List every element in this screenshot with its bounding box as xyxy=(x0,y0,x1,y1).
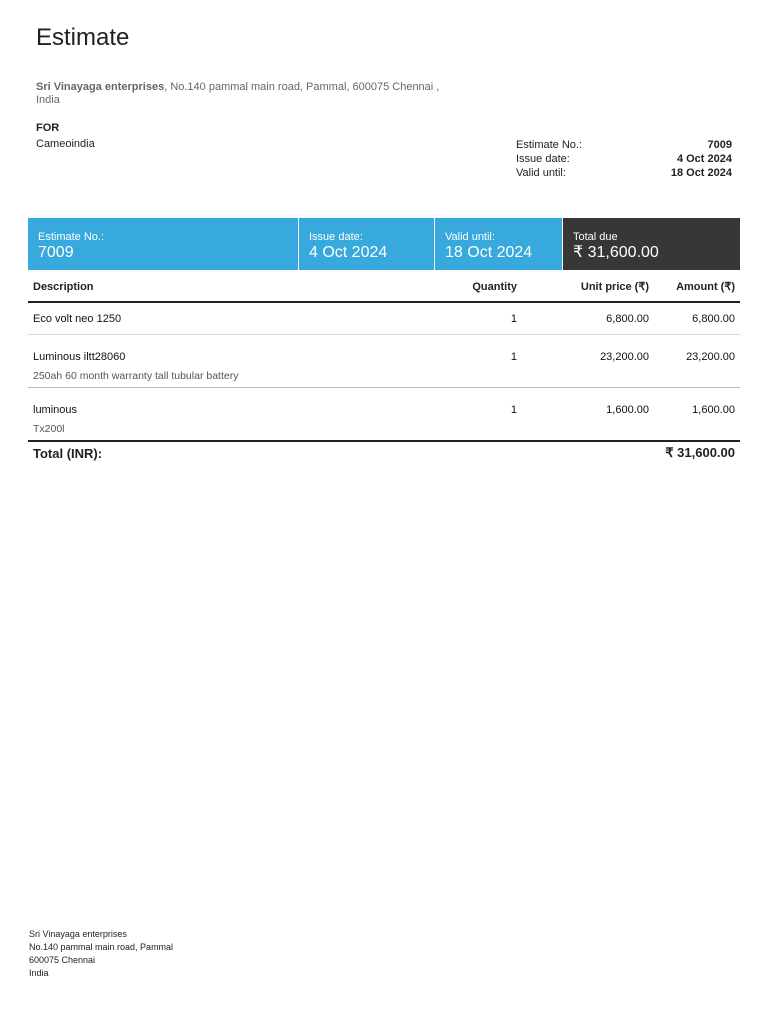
footer-address xyxy=(29,928,173,980)
item-note: Tx200l xyxy=(28,417,740,441)
item-description: luminous xyxy=(33,404,78,416)
table-row-note xyxy=(28,417,740,441)
document-title: Estimate xyxy=(36,24,130,51)
item-unit-price: 1,600.00 xyxy=(606,404,649,416)
total-row xyxy=(28,441,740,464)
item-description: Eco volt neo 1250 xyxy=(28,302,418,335)
table-row xyxy=(28,388,740,418)
total-value: ₹ 31,600.00 xyxy=(665,445,735,460)
band-issue-date-value: 4 Oct 2024 xyxy=(309,244,388,261)
item-unit-price: 23,200.00 xyxy=(600,351,649,363)
meta-estimate-no-value: 7009 xyxy=(707,139,732,151)
header-description: Description xyxy=(28,272,418,302)
line-items-table xyxy=(28,272,740,464)
band-estimate-no xyxy=(28,218,298,270)
item-quantity: 1 xyxy=(510,351,517,363)
total-label: Total (INR): xyxy=(33,445,103,461)
band-estimate-no-label: Estimate No.: xyxy=(38,231,105,243)
header-quantity: Quantity xyxy=(418,272,522,302)
table-row-note xyxy=(28,364,740,388)
footer-line: No.140 pammal main road, Pammal xyxy=(29,942,174,952)
band-estimate-no-value: 7009 xyxy=(38,244,74,261)
band-valid-until xyxy=(434,218,562,270)
seller-name: Sri Vinayaga enterprises xyxy=(36,81,165,93)
band-total-due-value: ₹ 31,600.00 xyxy=(573,244,659,261)
meta-valid-until-label: Valid until: xyxy=(516,167,566,179)
band-total-due-label: Total due xyxy=(573,231,618,243)
meta-valid-until-value: 18 Oct 2024 xyxy=(670,167,732,179)
item-amount: 23,200.00 xyxy=(686,351,735,363)
meta-estimate-no-label: Estimate No.: xyxy=(516,139,583,151)
seller-address: , No.140 pammal main road, Pammal, 600075 Chennai , India xyxy=(36,81,440,106)
footer-line: 600075 Chennai xyxy=(29,955,96,965)
item-amount: 1,600.00 xyxy=(692,404,735,416)
summary-band xyxy=(28,218,740,270)
seller-info xyxy=(36,81,466,107)
meta-estimate-no xyxy=(516,138,732,152)
item-unit-price: 6,800.00 xyxy=(522,302,654,335)
band-valid-until-label: Valid until: xyxy=(445,231,495,243)
band-valid-until-value: 18 Oct 2024 xyxy=(445,244,533,261)
header-unit-price: Unit price (₹) xyxy=(522,272,654,302)
item-quantity: 1 xyxy=(418,302,522,335)
meta-issue-date-value: 4 Oct 2024 xyxy=(676,153,732,165)
table-header-row xyxy=(28,272,740,302)
client-name: Cameoindia xyxy=(36,138,95,150)
item-amount: 6,800.00 xyxy=(654,302,740,335)
header-amount: Amount (₹) xyxy=(654,272,740,302)
band-issue-date-label: Issue date: xyxy=(309,231,363,243)
item-quantity: 1 xyxy=(510,404,517,416)
item-description: Luminous iltt28060 xyxy=(33,351,126,363)
table-row xyxy=(28,302,740,335)
item-note: 250ah 60 month warranty tall tubular battery xyxy=(28,364,740,388)
band-issue-date xyxy=(298,218,434,270)
for-label: FOR xyxy=(36,122,60,134)
meta-issue-date-label: Issue date: xyxy=(516,153,570,165)
band-total-due xyxy=(562,218,740,270)
estimate-meta xyxy=(516,138,732,180)
footer-line: India xyxy=(29,968,49,978)
meta-valid-until xyxy=(516,166,732,180)
table-row xyxy=(28,335,740,365)
footer-line: Sri Vinayaga enterprises xyxy=(29,929,127,939)
meta-issue-date xyxy=(516,152,732,166)
